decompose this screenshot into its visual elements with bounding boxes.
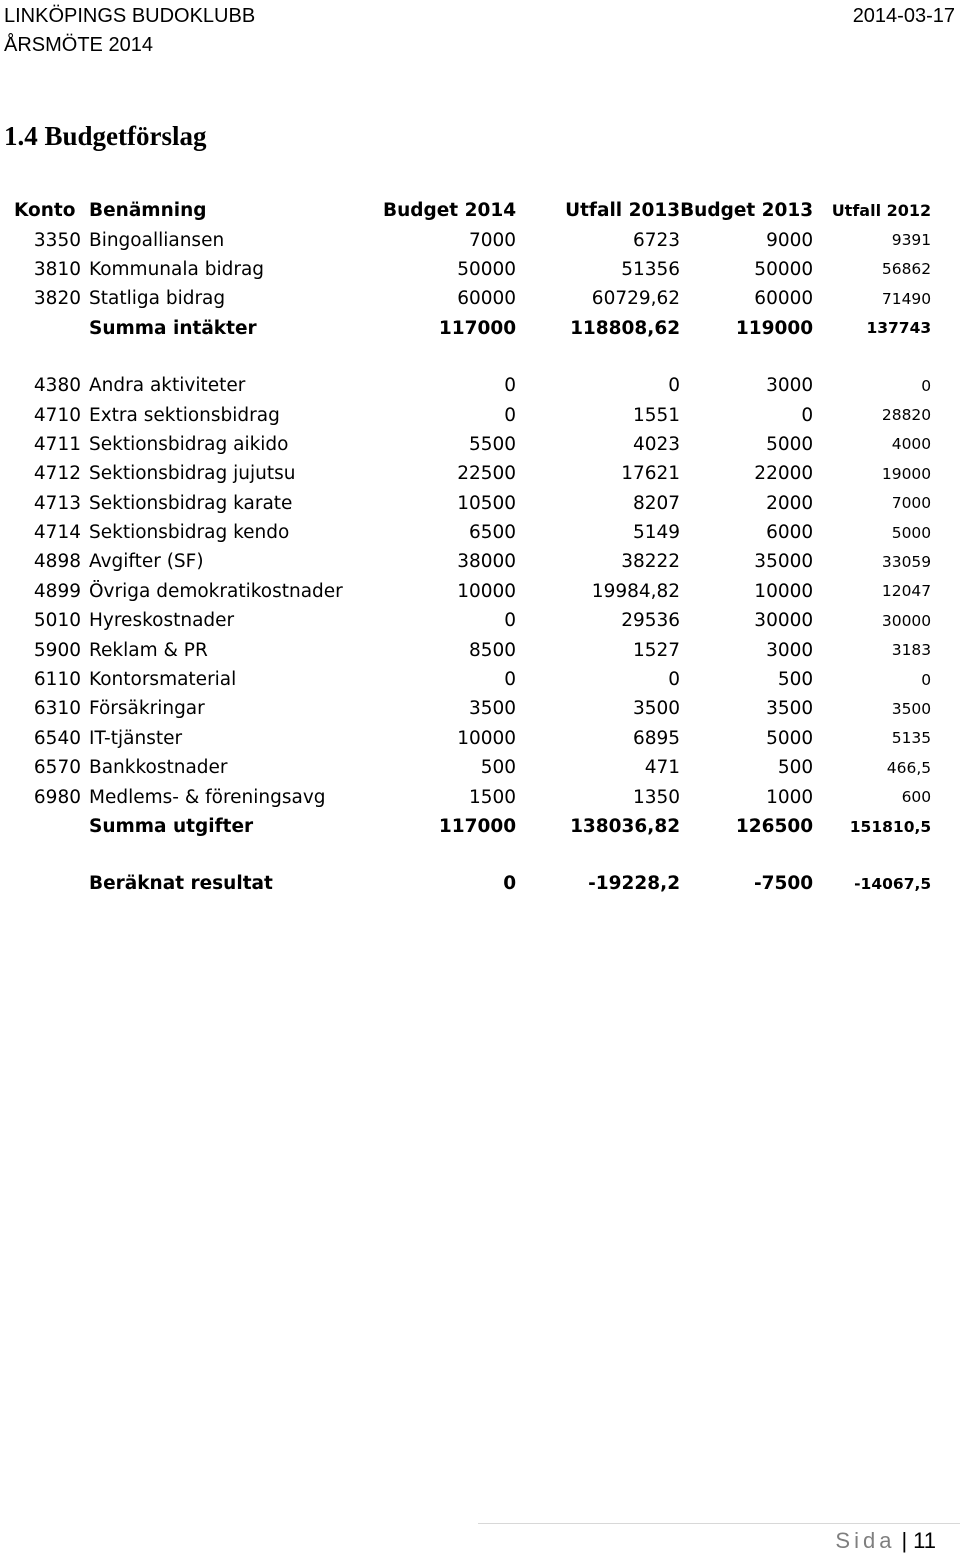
col-utfall-2012: Utfall 2012 <box>831 201 932 221</box>
table-row <box>14 400 931 429</box>
table-body <box>14 225 931 898</box>
table-cell: 5010 <box>33 610 81 632</box>
table-cell: 500 <box>777 757 814 779</box>
table-cell: 0 <box>921 670 932 689</box>
table-cell: 38000 <box>457 551 517 573</box>
table-cell: 6000 <box>766 522 814 544</box>
footer-divider <box>478 1523 960 1524</box>
table-cell: 3500 <box>468 698 517 720</box>
table-cell: Bankkostnader <box>89 757 228 779</box>
table-cell: 28820 <box>881 406 932 425</box>
table-row <box>14 665 931 694</box>
table-cell: 3810 <box>33 258 81 280</box>
table-cell: -7500 <box>753 873 814 895</box>
table-row <box>14 635 931 664</box>
table-cell: Extra sektionsbidrag <box>89 404 280 426</box>
spacer-row <box>14 841 931 869</box>
table-cell: 9391 <box>891 231 932 250</box>
table-cell: 5000 <box>766 433 814 455</box>
org-name: LINKÖPINGS BUDOKLUBB <box>4 5 256 27</box>
table-cell: 500 <box>480 757 517 779</box>
table-cell: 3500 <box>766 698 814 720</box>
table-cell: 1000 <box>766 786 814 808</box>
table-cell: 22500 <box>457 463 517 485</box>
table-cell: 151810,5 <box>849 817 932 836</box>
table-cell: 0 <box>504 669 517 691</box>
footer-label: Sida <box>835 1528 896 1553</box>
table-cell: Beräknat resultat <box>89 873 273 895</box>
table-row <box>14 577 931 606</box>
table-cell: 0 <box>503 873 517 895</box>
table-cell: 6570 <box>33 757 81 779</box>
expense-total-row <box>14 812 931 841</box>
table-cell: 10000 <box>754 580 814 602</box>
table-cell: 5000 <box>891 523 932 542</box>
table-cell: 9000 <box>766 229 814 251</box>
table-row <box>14 430 931 459</box>
table-cell: Övriga demokratikostnader <box>89 580 343 602</box>
col-budget-2014: Budget 2014 <box>383 200 517 222</box>
table-cell <box>14 869 89 898</box>
spacer-row <box>14 343 931 371</box>
table-cell: 0 <box>504 404 517 426</box>
table-cell: 60729,62 <box>591 288 681 310</box>
table-cell: 5135 <box>891 729 932 748</box>
table-cell: 71490 <box>881 289 932 308</box>
table-cell: 29536 <box>621 610 681 632</box>
table-cell: 3820 <box>33 288 81 310</box>
table-cell: 119000 <box>735 317 814 339</box>
page-title: 1.4 Budgetförslag <box>4 121 207 151</box>
table-row <box>14 782 931 811</box>
table-cell: -19228,2 <box>588 873 681 895</box>
table-cell: 6540 <box>33 727 81 749</box>
table-cell: 8207 <box>632 492 681 514</box>
table-cell: 4710 <box>33 404 81 426</box>
table-row <box>14 459 931 488</box>
table-cell: 6723 <box>632 229 681 251</box>
table-cell: 3183 <box>891 641 932 660</box>
table-cell: 30000 <box>754 610 814 632</box>
table-cell: 0 <box>801 404 814 426</box>
table-cell: 0 <box>668 375 681 397</box>
table-cell: 10500 <box>457 492 517 514</box>
table-row <box>14 547 931 576</box>
table-cell: 19000 <box>881 464 932 483</box>
table-cell: 1500 <box>468 786 517 808</box>
table-cell: Statliga bidrag <box>89 288 226 310</box>
table-cell: 4713 <box>33 492 81 514</box>
table-cell: 10000 <box>457 580 517 602</box>
table-cell: 117000 <box>438 317 517 339</box>
col-budget-2013: Budget 2013 <box>680 200 814 222</box>
table-cell: 0 <box>921 376 932 395</box>
table-cell: 60000 <box>457 288 517 310</box>
table-cell <box>14 314 89 343</box>
table-row <box>14 225 931 254</box>
table-cell: 5149 <box>632 522 681 544</box>
result-row <box>14 869 931 898</box>
table-cell: 4899 <box>33 580 81 602</box>
table-cell: Sektionsbidrag jujutsu <box>89 463 296 485</box>
table-cell: 6980 <box>33 786 81 808</box>
table-cell: Medlems- & föreningsavg <box>89 786 326 808</box>
table-cell: 3000 <box>766 375 814 397</box>
table-cell: 0 <box>668 669 681 691</box>
table-cell: 4380 <box>33 375 81 397</box>
table-cell <box>14 812 89 841</box>
table-cell: 117000 <box>438 816 517 837</box>
table-cell: 4714 <box>33 522 81 544</box>
table-cell: 500 <box>777 669 814 691</box>
table-header-row <box>14 196 931 225</box>
table-cell: 50000 <box>754 258 814 280</box>
table-cell: 471 <box>644 757 681 779</box>
table-cell: 137743 <box>866 319 932 338</box>
table-cell: 3000 <box>766 639 814 661</box>
table-row <box>14 518 931 547</box>
table-cell: 4711 <box>33 433 81 455</box>
table-cell: 6110 <box>33 669 81 691</box>
table-cell: Sektionsbidrag karate <box>89 492 293 514</box>
table-cell: 17621 <box>621 463 681 485</box>
table-cell: 3500 <box>891 699 932 718</box>
table-cell: Avgifter (SF) <box>89 551 204 573</box>
table-cell: 6310 <box>33 698 81 720</box>
table-cell: 8500 <box>468 639 517 661</box>
table-cell: Sektionsbidrag aikido <box>89 433 289 455</box>
table-cell: 30000 <box>881 611 932 630</box>
table-cell: 3350 <box>33 229 81 251</box>
table-cell: 5900 <box>33 639 81 661</box>
table-cell: 10000 <box>457 727 517 749</box>
table-cell: 60000 <box>754 288 814 310</box>
table-cell: 0 <box>504 375 517 397</box>
table-cell: 4000 <box>891 435 932 454</box>
table-cell: 7000 <box>891 494 932 513</box>
col-utfall-2013: Utfall 2013 <box>565 200 681 222</box>
page-footer <box>835 1528 936 1554</box>
table-row <box>14 371 931 400</box>
page-number: 11 <box>913 1528 936 1553</box>
table-row <box>14 724 931 753</box>
table-row <box>14 284 931 313</box>
table-cell: 0 <box>504 610 517 632</box>
table-row <box>14 606 931 635</box>
budget-table <box>14 196 931 899</box>
table-cell: 2000 <box>766 492 814 514</box>
table-row <box>14 694 931 723</box>
table-cell: Reklam & PR <box>89 639 208 661</box>
table-cell: 126500 <box>735 816 814 837</box>
table-cell: 4898 <box>33 551 81 573</box>
table-row <box>14 255 931 284</box>
table-cell: 5000 <box>766 727 814 749</box>
table-cell: Hyreskostnader <box>89 610 235 632</box>
table-cell: 7000 <box>468 229 517 251</box>
table-cell: 466,5 <box>886 758 932 777</box>
table-cell: 38222 <box>621 551 681 573</box>
table-cell: 22000 <box>754 463 814 485</box>
table-cell: 3500 <box>632 698 681 720</box>
table-cell: 51356 <box>621 258 681 280</box>
table-cell: Summa utgifter <box>89 816 254 837</box>
table-cell: 4023 <box>632 433 681 455</box>
col-konto: Konto <box>14 200 76 222</box>
table-cell: Försäkringar <box>89 698 205 720</box>
table-row <box>14 489 931 518</box>
table-cell: 600 <box>901 788 932 807</box>
table-cell: 50000 <box>457 258 517 280</box>
table-cell: Summa intäkter <box>89 317 257 339</box>
table-cell: 118808,62 <box>570 317 681 339</box>
table-cell: 5500 <box>468 433 517 455</box>
table-cell: Andra aktiviteter <box>89 375 246 397</box>
header-date: 2014-03-17 <box>852 5 955 27</box>
table-cell: 19984,82 <box>591 580 681 602</box>
table-cell: Kommunala bidrag <box>89 258 265 280</box>
table-cell: Sektionsbidrag kendo <box>89 522 290 544</box>
table-cell: -14067,5 <box>854 874 932 893</box>
table-cell: 33059 <box>881 552 932 571</box>
table-cell: 1551 <box>632 404 681 426</box>
table-cell: 35000 <box>754 551 814 573</box>
income-total-row <box>14 314 931 343</box>
table-cell: 1527 <box>632 639 681 661</box>
table-cell: 12047 <box>881 582 932 601</box>
meeting-name: ÅRSMÖTE 2014 <box>4 34 153 56</box>
table-cell: Kontorsmaterial <box>89 669 237 691</box>
table-cell: 1350 <box>632 786 681 808</box>
table-cell: 138036,82 <box>570 816 681 837</box>
table-row <box>14 753 931 782</box>
table-cell: IT-tjänster <box>89 727 183 749</box>
col-benamning: Benämning <box>89 200 207 222</box>
table-cell: 6500 <box>468 522 517 544</box>
table-cell: 6895 <box>632 727 681 749</box>
footer-separator: | <box>901 1528 908 1553</box>
document-header <box>4 2 255 60</box>
table-cell: Bingoalliansen <box>89 229 225 251</box>
table-cell: 56862 <box>881 260 932 279</box>
table-cell: 4712 <box>33 463 81 485</box>
